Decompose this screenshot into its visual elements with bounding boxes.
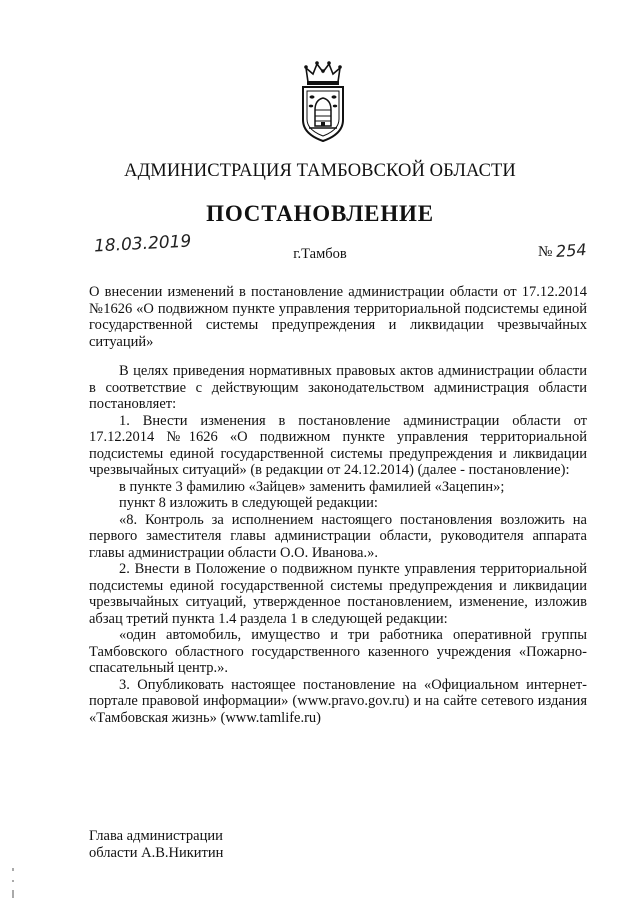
body-paragraph: в пункте 3 фамилию «Зайцев» заменить фамилией «Зацепин»; [119,478,505,495]
body-paragraph: пункт 8 изложить в следующей редакции: [119,495,378,511]
body-paragraph: «один автомобиль, имущество и три работника оперативной группы Тамбовского областного государственного казенного учреждения «Пожарно-спасательный центр.». [89,627,587,676]
signature-name: области А.В.Никитин [89,844,224,861]
margin-scan-mark [10,868,16,898]
coat-of-arms-icon [298,60,348,144]
document-type: ПОСТАНОВЛЕНИЕ [206,201,434,226]
body-paragraph: В целях приведения нормативных правовых актов администрации области в соответствие с действующим законодательством администрация области постановляет: [89,363,587,412]
body-paragraph: 3. Опубликовать настоящее постановление на «Официальном интернет-портале правовой информации» (www.pravo.gov.ru) и на сайте сетевого издания «Тамбовская жизнь» (www.tamlife.ru) [89,676,587,726]
body-paragraph: 2. Внести в Положение о подвижном пункте управления территориальной подсистемы единой государственной системы предупреждения и ликвидации чрезвычайных ситуаций, утвержденное постановлением, изменение, изложив абзац третий пункта 1.4 раздела 1 в следующей редакции: [89,561,587,627]
number-value: 254 [555,239,588,262]
body-paragraph: 1. Внести изменения в постановление администрации области от 17.12.2014 №1626 «О подвижном пункте управления территориальной подсистемы единой государственной системы предупреждения и ликвидации чрезвычайных ситуаций» (в редакции от 24.12.2014) (далее - постановление): [89,412,587,478]
document-subject: О внесении изменений в постановление администрации области от 17.12.2014 №1626 «О подвижном пункте управления территориальной подсистемы единой государственной системы предупреждения и ликвидации чрезвычайных ситуаций» [89,284,587,350]
signature-block [89,828,223,861]
document-body [89,363,587,726]
number-prefix: № [538,244,553,260]
organization-name: АДМИНИСТРАЦИЯ ТАМБОВСКОЙ ОБЛАСТИ [124,161,516,181]
document-number [538,241,587,261]
document-city: г.Тамбов [293,246,347,262]
document-date: 18.03.2019 [93,231,192,257]
signature-title: Глава администрации [89,828,223,844]
body-paragraph: «8. Контроль за исполнением настоящего постановления возложить на первого заместителя главы администрации области, руководителя аппарата главы администрации области О.О. Иванова.». [89,511,587,561]
